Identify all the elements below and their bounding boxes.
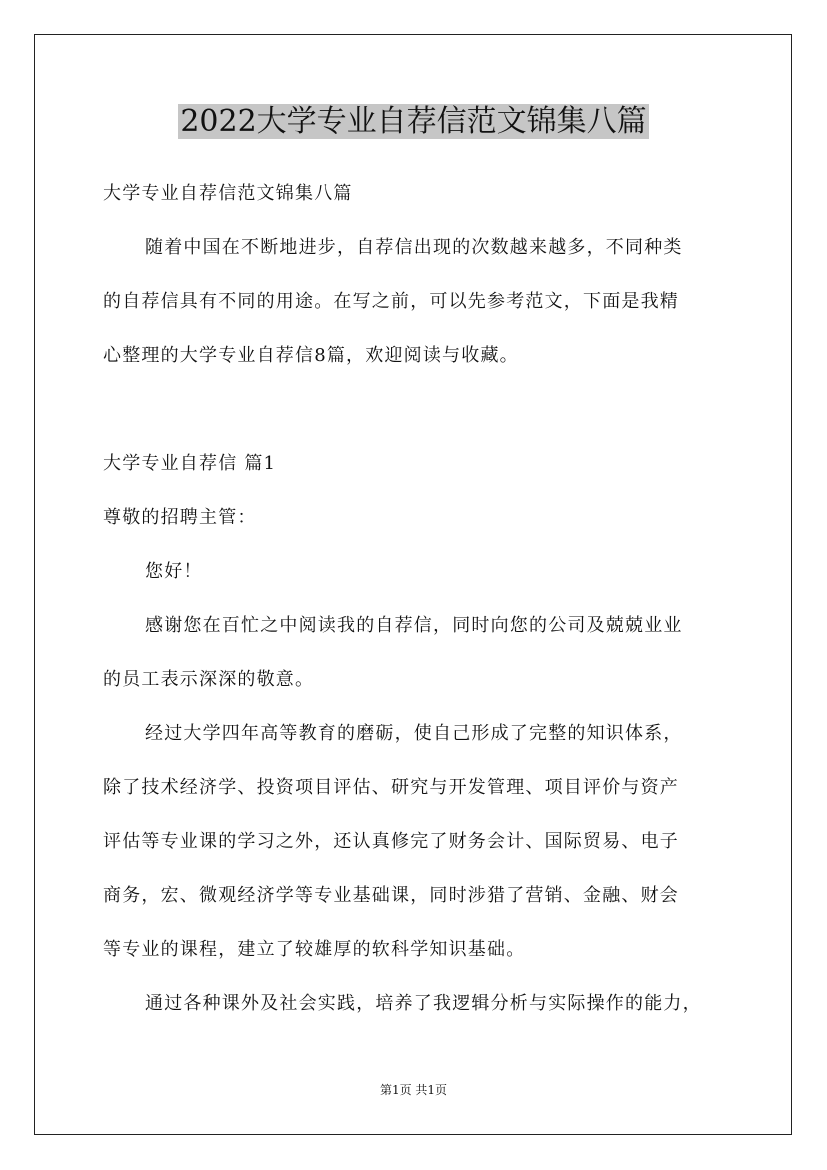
section-heading: 大学专业自荐信 篇1 bbox=[103, 453, 277, 474]
salutation-line: 尊敬的招聘主管： bbox=[103, 507, 257, 528]
document-title-text: 2022大学专业自荐信范文锦集八篇 bbox=[180, 104, 647, 139]
body-line-2: 的员工表示深深的敬意。 bbox=[103, 669, 315, 690]
intro-line-2: 的自荐信具有不同的用途。在写之前，可以先参考范文，下面是我精 bbox=[103, 291, 679, 312]
document-title bbox=[0, 102, 827, 142]
body-line-7: 等专业的课程，建立了较雄厚的软科学知识基础。 bbox=[103, 939, 526, 960]
page-footer: 第1页 共1页 bbox=[379, 1083, 448, 1097]
body-line-4: 除了技术经济学、投资项目评估、研究与开发管理、项目评价与资产 bbox=[103, 777, 679, 798]
body-line-5: 评估等专业课的学习之外，还认真修完了财务会计、国际贸易、电子 bbox=[103, 831, 679, 852]
subtitle-line: 大学专业自荐信范文锦集八篇 bbox=[103, 183, 353, 204]
intro-line-1: 随着中国在不断地进步，自荐信出现的次数越来越多，不同种类 bbox=[145, 237, 683, 258]
greeting-line: 您好！ bbox=[145, 561, 203, 582]
body-line-1: 感谢您在百忙之中阅读我的自荐信，同时向您的公司及兢兢业业 bbox=[145, 615, 683, 636]
intro-line-3: 心整理的大学专业自荐信8篇，欢迎阅读与收藏。 bbox=[103, 345, 519, 366]
body-line-8: 通过各种课外及社会实践，培养了我逻辑分析与实际操作的能力， bbox=[145, 993, 702, 1014]
body-line-3: 经过大学四年高等教育的磨砺，使自己形成了完整的知识体系， bbox=[145, 723, 683, 744]
body-line-6: 商务，宏、微观经济学等专业基础课，同时涉猎了营销、金融、财会 bbox=[103, 885, 679, 906]
